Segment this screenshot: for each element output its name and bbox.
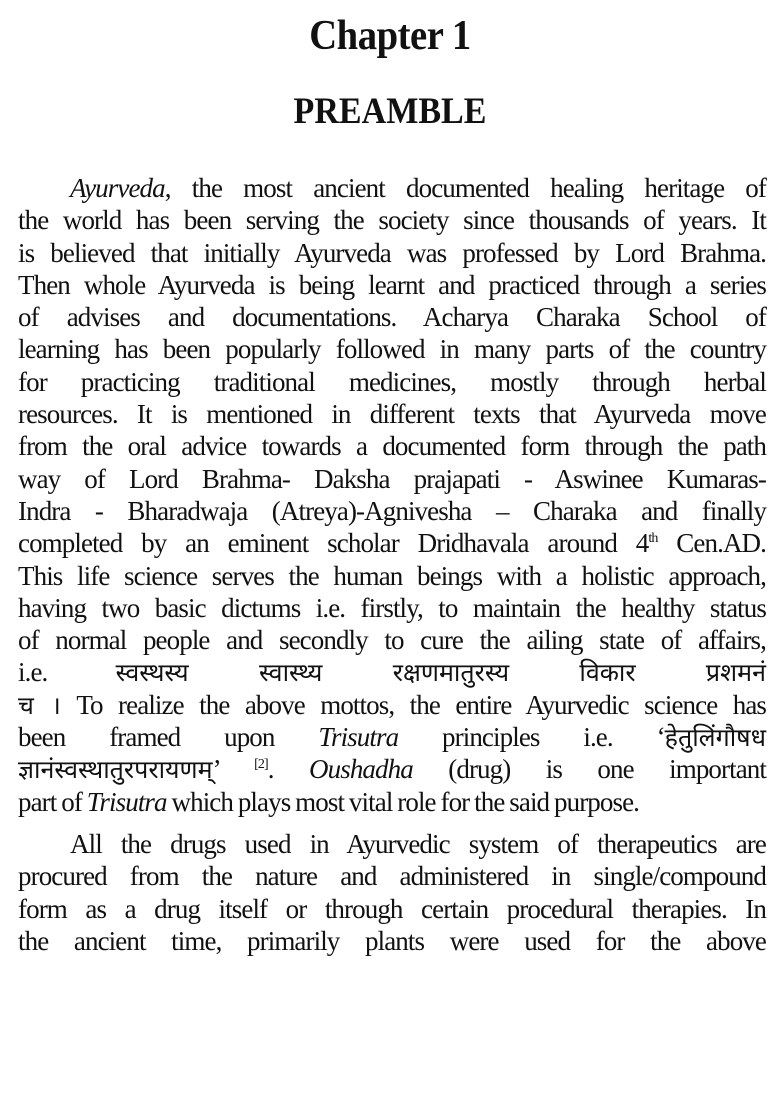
text-line — [18, 592, 766, 624]
text-run: resources. It is mentioned in different texts that Ayurveda move — [18, 399, 766, 430]
text-line — [18, 753, 766, 785]
text-run: of advises and documentations. Acharya Charaka School of — [18, 302, 766, 333]
text-run: Cen.AD. — [657, 528, 766, 559]
text-line — [18, 721, 766, 753]
paragraph — [18, 828, 766, 957]
text-run: All the drugs used in Ayurvedic system of therapeutics are — [70, 828, 766, 859]
text-line — [18, 527, 766, 559]
italic-term: Trisutra — [318, 722, 399, 753]
text-line — [18, 495, 766, 527]
text-line — [18, 656, 766, 688]
text-run: part of — [18, 786, 87, 817]
text-run: completed by an eminent scholar Dridhavala around 4 — [18, 528, 649, 559]
sanskrit-text: ज्ञानंस्वस्थातुरपरायणम् — [18, 755, 213, 785]
text-run: This life science serves the human beings with a holistic approach, — [18, 560, 766, 591]
text-run: procured from the nature and administered in single/compound — [18, 861, 766, 892]
text-run: for practicing traditional medicines, mostly through herbal — [18, 366, 766, 397]
chapter-label: Chapter 1 — [309, 13, 471, 59]
sanskrit-text: स्वस्थस्य स्वास्थ्य रक्षणमातुरस्य विकार प्रशमनं — [115, 658, 766, 688]
text-run: having two basic dictums i.e. firstly, to maintain the healthy status — [18, 592, 766, 623]
text-line — [18, 560, 766, 592]
italic-term: Trisutra — [86, 786, 167, 817]
text-run: learning has been popularly followed in many parts of the country — [18, 334, 766, 365]
text-line — [18, 398, 766, 430]
italic-term: Ayurveda — [70, 173, 165, 203]
text-line — [18, 624, 766, 656]
text-run: Then whole Ayurveda is being learnt and practiced through a series — [18, 269, 766, 300]
text-run: of normal people and secondly to cure the ailing state of affairs, — [18, 625, 766, 656]
text-line — [18, 237, 766, 269]
italic-term: Oushadha — [309, 754, 413, 785]
text-run: . — [267, 754, 310, 785]
text-line — [18, 925, 766, 957]
body-text — [18, 172, 766, 957]
sanskrit-text: हेतुलिंगौषध — [664, 723, 766, 753]
text-run: , the most ancient documented healing heritage of — [164, 173, 766, 203]
text-run: way of Lord Brahma- Daksha prajapati - Aswinee Kumaras- — [18, 463, 766, 494]
superscript: th — [648, 531, 658, 547]
text-run: form as a drug itself or through certain procedural therapies. In — [18, 893, 766, 924]
text-run: the ancient time, primarily plants were used for the above — [18, 925, 766, 956]
sanskrit-text: च । — [18, 690, 61, 720]
text-run: is believed that initially Ayurveda was professed by Lord Brahma. — [18, 237, 766, 268]
text-run: been framed upon — [18, 722, 319, 753]
text-run: which plays most vital role for the said purpose. — [166, 786, 640, 817]
text-line — [18, 333, 766, 365]
paragraph — [18, 172, 766, 818]
text-line — [18, 786, 766, 818]
text-line — [18, 172, 766, 204]
text-run: the world has been serving the society since thousands of years. It — [18, 205, 766, 236]
text-line — [18, 860, 766, 892]
text-line — [18, 828, 766, 860]
text-line — [18, 269, 766, 301]
text-line — [18, 204, 766, 236]
text-line — [18, 430, 766, 462]
text-line — [18, 689, 766, 721]
text-run: from the oral advice towards a documented form through the path — [18, 431, 766, 462]
chapter-title: PREAMBLE — [293, 91, 487, 132]
text-run: (drug) is one important — [412, 754, 766, 785]
superscript: [2] — [254, 757, 268, 773]
text-run: principles i.e. ‘ — [398, 722, 665, 753]
text-run: ’ — [212, 754, 255, 785]
text-line — [18, 893, 766, 925]
text-run: To realize the above mottos, the entire Ayurvedic science has — [60, 689, 767, 720]
text-line — [18, 463, 766, 495]
text-line — [18, 301, 766, 333]
text-line — [18, 366, 766, 398]
text-run: i.e. — [18, 657, 116, 688]
text-run: Indra - Bharadwaja (Atreya)-Agnivesha – Charaka and finally — [18, 495, 766, 526]
paragraph-gap — [18, 818, 766, 828]
